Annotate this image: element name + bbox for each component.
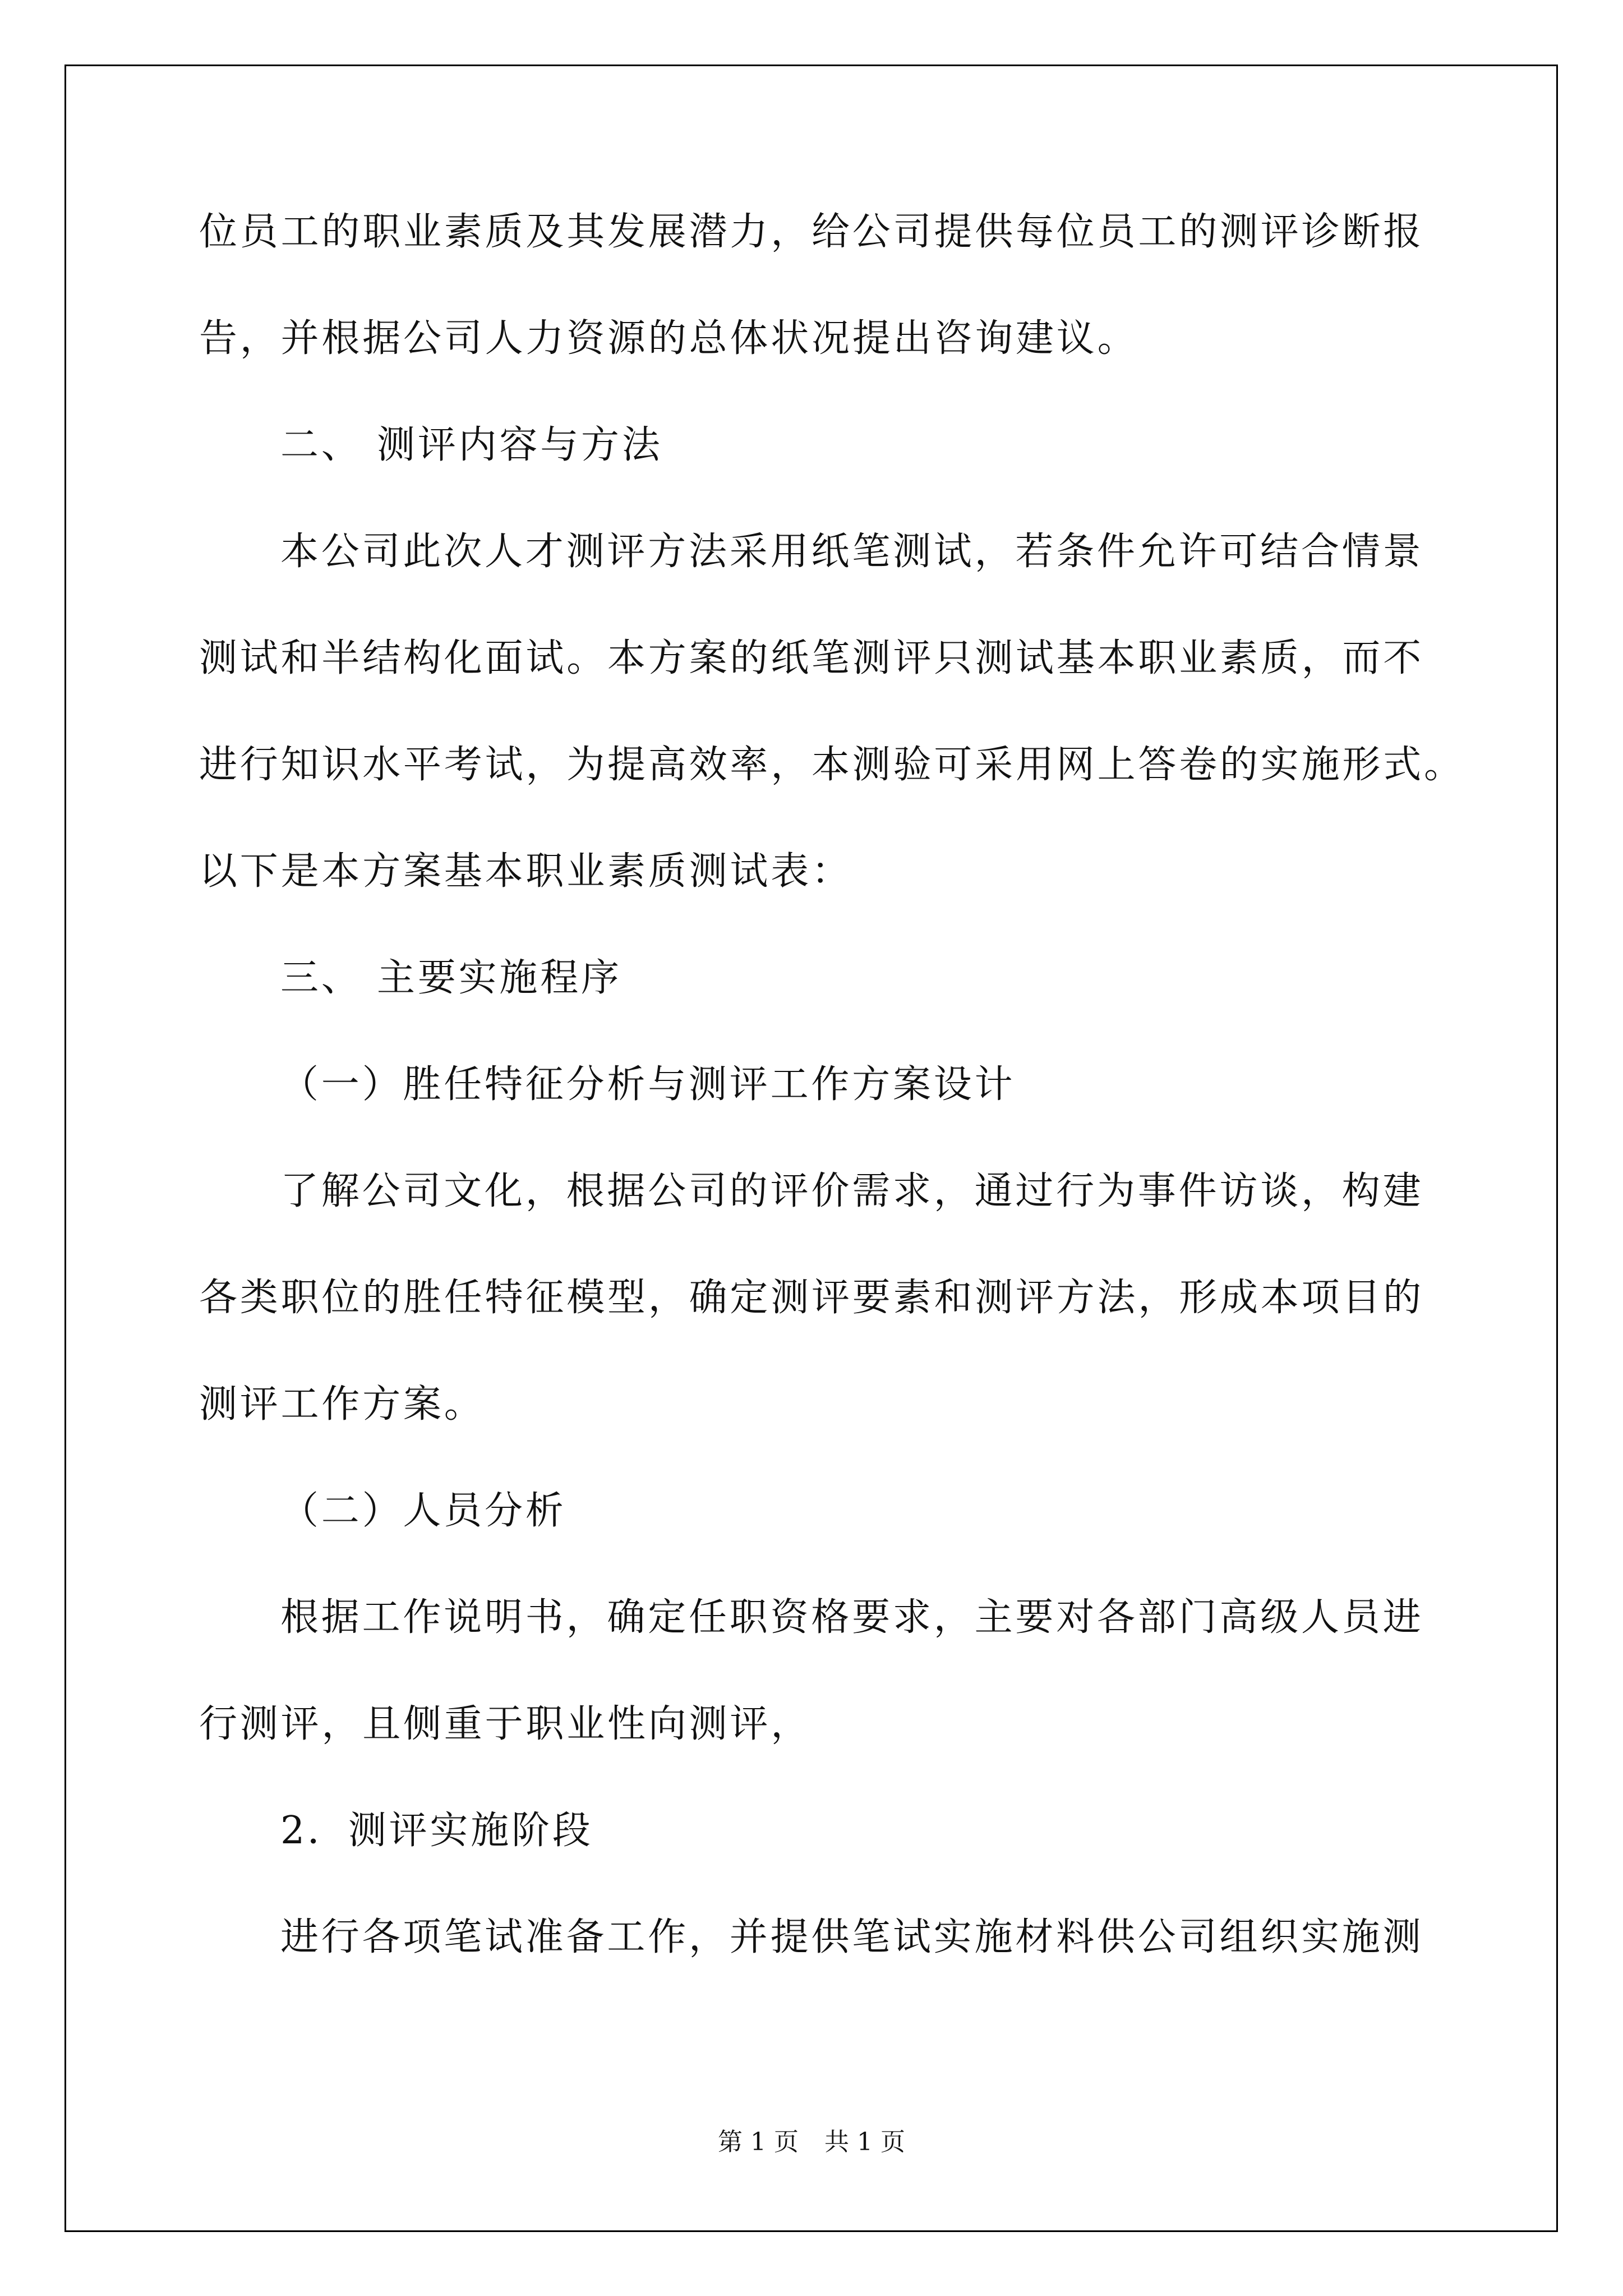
text-line: 行测评，且侧重于职业性向测评， <box>199 1702 812 1746</box>
text-line: 以下是本方案基本职业素质测试表： <box>199 849 852 894</box>
subsection-heading: （一）胜任特征分析与测评工作方案设计 <box>280 1062 1016 1107</box>
text-line: 测试和半结构化面试。本方案的纸笔测评只测试基本职业素质，而不 <box>199 636 1424 680</box>
section-heading: 二、 测评内容与方法 <box>280 423 663 467</box>
page-border <box>64 65 1558 2232</box>
text-line: 告，并根据公司人力资源的总体状况提出咨询建议。 <box>199 316 1138 361</box>
text-line: 各类职位的胜任特征模型，确定测评要素和测评方法，形成本项目的 <box>199 1276 1424 1320</box>
text-line: 位员工的职业素质及其发展潜力，给公司提供每位员工的测评诊断报 <box>199 210 1424 254</box>
section-heading: 三、 主要实施程序 <box>280 956 622 1000</box>
subsection-heading: 2．测评实施阶段 <box>280 1809 593 1853</box>
page-number: 第 1 页 <box>718 2128 799 2156</box>
text-line: 进行知识水平考试，为提高效率，本测验可采用网上答卷的实施形式。 <box>199 743 1465 787</box>
text-line: 了解公司文化，根据公司的评价需求，通过行为事件访谈，构建 <box>280 1169 1424 1213</box>
text-line: 本公司此次人才测评方法采用纸笔测试，若条件允许可结合情景 <box>280 530 1424 574</box>
page-footer <box>0 2122 1623 2157</box>
subsection-heading: （二）人员分析 <box>280 1489 566 1533</box>
text-line: 测评工作方案。 <box>199 1382 485 1427</box>
text-line: 进行各项笔试准备工作，并提供笔试实施材料供公司组织实施测 <box>280 1915 1424 1959</box>
text-line: 根据工作说明书，确定任职资格要求，主要对各部门高级人员进 <box>280 1595 1424 1640</box>
page-total: 共 1 页 <box>824 2128 905 2156</box>
